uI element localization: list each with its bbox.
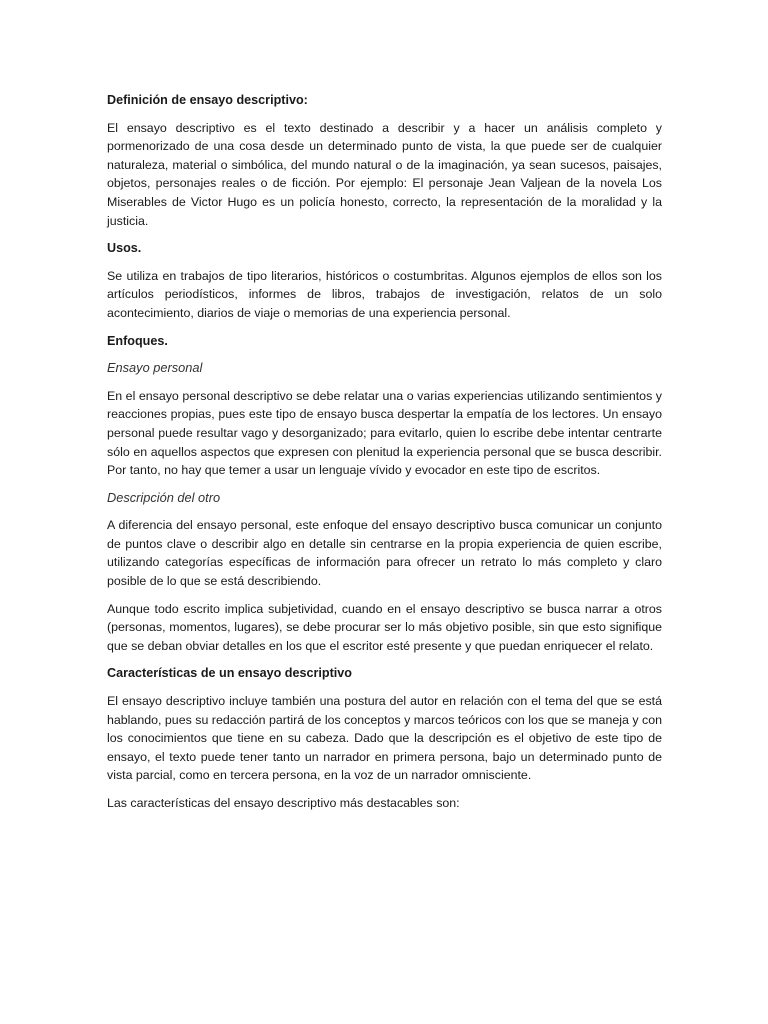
paragraph-definicion: El ensayo descriptivo es el texto destinado a describir y a hacer un análisis completo y pormenorizado de una cosa desde un determinado punto de vista, la que puede ser de cualquier naturaleza, material o simbólica, del mundo natural o de la imaginación, ya sean sucesos, paisajes, objetos, personajes reales o de ficción. Por ejemplo: El personaje Jean Valjean de la novela Los Miserables de Victor Hugo es un policía honesto, correcto, la representación de la moralidad y la justicia. [107, 120, 662, 228]
paragraph-descripcion-del-otro-2: Aunque todo escrito implica subjetividad, cuando en el ensayo descriptivo se busca narrar a otros (personas, momentos, lugares), se debe procurar ser lo más objetivo posible, sin que esto signifique que se deban obviar detalles en los que el escritor esté presente y que puedan enriquecer el relato. [107, 601, 662, 653]
paragraph-usos: Se utiliza en trabajos de tipo literarios, históricos o costumbritas. Algunos ejemplos de ellos son los artículos periodísticos, informes de libros, trabajos de investigación, relatos de un solo acontecimiento, diarios de viaje o memorias de una experiencia personal. [107, 268, 662, 320]
paragraph-caracteristicas-1: El ensayo descriptivo incluye también una postura del autor en relación con el tema del que se está hablando, pues su redacción partirá de los conceptos y marcos teóricos con los que se maneja y con los conocimientos que tiene en su cabeza. Dado que la descripción es el objetivo de este tipo de ensayo, el texto puede tener tanto un narrador en primera persona, bajo un determinado punto de vista parcial, como en tercera persona, en la voz de un narrador omnisciente. [107, 694, 662, 783]
section-heading-usos: Usos. [107, 241, 142, 256]
paragraph-caracteristicas-2: Las características del ensayo descriptivo más destacables son: [107, 796, 460, 810]
section-heading-definicion: Definición de ensayo descriptivo: [107, 93, 308, 107]
subheading-descripcion-del-otro: Descripción del otro [107, 489, 221, 505]
subheading-ensayo-personal: Ensayo personal [107, 360, 203, 376]
paragraph-ensayo-personal: En el ensayo personal descriptivo se debe relatar una o varias experiencias utilizando sentimientos y reacciones propias, pues este tipo de ensayo busca despertar la empatía de los lectores. Un ensayo personal puede resultar vago y desorganizado; para evitarlo, quien lo escribe debe intentar centrarte sólo en aquellos aspectos que expresen con plenitud la experiencia personal que se busca describir. Por tanto, no hay que temer a usar un lenguaje vívido y evocador en este tipo de escritos. [107, 388, 662, 478]
document-page [107, 91, 662, 822]
section-heading-caracteristicas: Características de un ensayo descriptivo [107, 666, 352, 681]
section-heading-enfoques: Enfoques. [107, 333, 168, 348]
paragraph-descripcion-del-otro-1: A diferencia del ensayo personal, este enfoque del ensayo descriptivo busca comunicar un conjunto de puntos clave o describir algo en detalle sin centrarse en la propia experiencia de quien escribe, utilizando categorías específicas de información para ofrecer un retrato lo más completo y claro posible de lo que se está describiendo. [107, 518, 662, 589]
